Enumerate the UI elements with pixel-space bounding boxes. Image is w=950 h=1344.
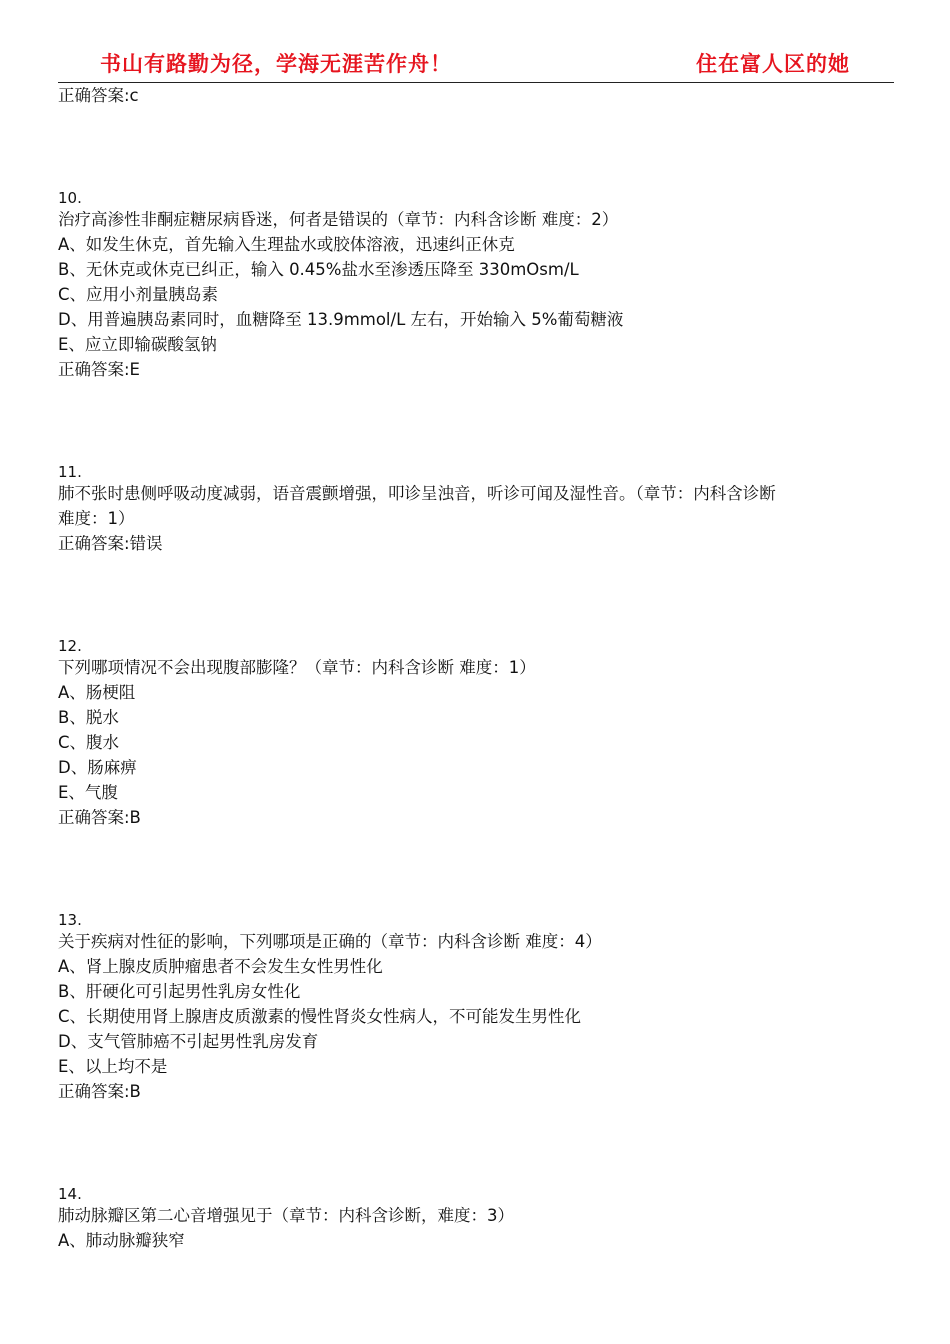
- question-stem: 肺不张时患侧呼吸动度减弱，语音震颤增强，叩诊呈浊音，听诊可闻及湿性音。（章节：内科含诊断: [58, 484, 776, 503]
- header-author: 住在富人区的她: [696, 51, 850, 76]
- option-item: B、肝硬化可引起男性乳房女性化: [58, 982, 301, 1001]
- option-item: C、长期使用肾上腺唐皮质激素的慢性肾炎女性病人，不可能发生男性化: [58, 1007, 582, 1026]
- option-item: B、无休克或休克已纠正，输入 0.45%盐水至渗透压降至 330mOsm/L: [58, 260, 579, 279]
- prev-answer: 正确答案:c: [58, 86, 139, 105]
- answer-line: 正确答案:B: [58, 808, 141, 827]
- option-item: A、肺动脉瓣狭窄: [58, 1231, 185, 1250]
- option-item: E、应立即输碳酸氢钠: [58, 335, 217, 354]
- answer-line: 正确答案:E: [58, 360, 140, 379]
- question-number: 14.: [58, 1185, 82, 1203]
- option-item: C、腹水: [58, 733, 120, 752]
- question-stem: 肺动脉瓣区第二心音增强见于（章节：内科含诊断，难度：3）: [58, 1206, 514, 1225]
- option-item: E、气腹: [58, 783, 118, 802]
- option-item: D、肠麻痹: [58, 758, 137, 777]
- option-item: A、肾上腺皮质肿瘤患者不会发生女性男性化: [58, 957, 383, 976]
- question-number: 10.: [58, 189, 82, 207]
- header-motto: 书山有路勤为径，学海无涯苦作舟！: [100, 51, 452, 76]
- option-item: B、脱水: [58, 708, 119, 727]
- question-stem-cont: 难度：1）: [58, 509, 135, 528]
- question-stem: 下列哪项情况不会出现腹部膨隆？（章节：内科含诊断 难度：1）: [58, 658, 536, 677]
- option-item: A、肠梗阻: [58, 683, 136, 702]
- answer-line: 正确答案:B: [58, 1082, 141, 1101]
- option-item: C、应用小剂量胰岛素: [58, 285, 219, 304]
- question-number: 12.: [58, 637, 82, 655]
- option-item: D、用普遍胰岛素同时，血糖降至 13.9mmol/L 左右，开始输入 5%葡萄糖液: [58, 310, 624, 329]
- option-item: A、如发生休克，首先输入生理盐水或胶体溶液，迅速纠正休克: [58, 235, 515, 254]
- question-number: 13.: [58, 911, 82, 929]
- question-stem: 治疗高渗性非酮症糖尿病昏迷，何者是错误的（章节：内科含诊断 难度：2）: [58, 210, 619, 229]
- answer-line: 正确答案:错误: [58, 534, 163, 553]
- question-stem: 关于疾病对性征的影响，下列哪项是正确的（章节：内科含诊断 难度：4）: [58, 932, 602, 951]
- question-number: 11.: [58, 463, 82, 481]
- page-header: [58, 48, 894, 83]
- option-item: D、支气管肺癌不引起男性乳房发育: [58, 1032, 319, 1051]
- option-item: E、以上均不是: [58, 1057, 168, 1076]
